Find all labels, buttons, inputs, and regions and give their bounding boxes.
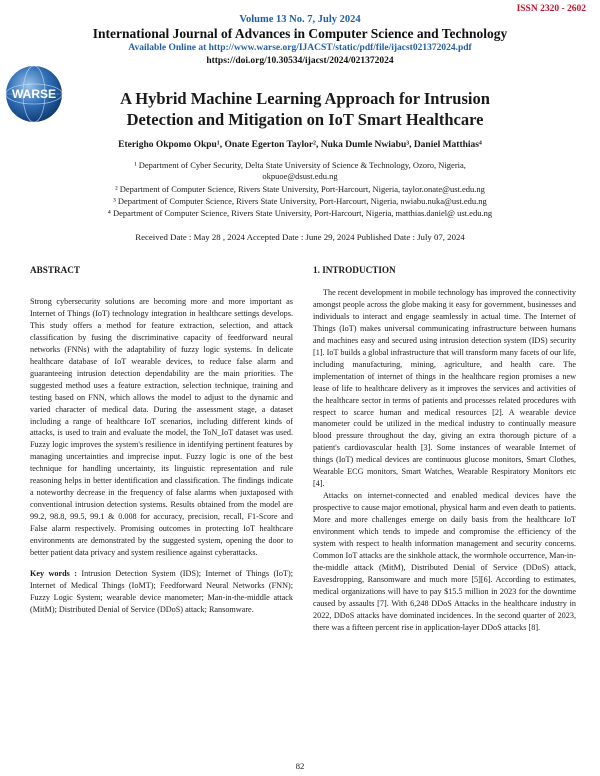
abstract-text: Strong cybersecurity solutions are becoming more and more important as Internet of Things (IoT) technology integration in healthcare settings develops. This study offers a method for feature extraction, selection, and attack classification by fusing the discriminative capacity of feedforward neural networks (FNNs) with the adaptability of fuzzy logic systems. In delicate healthcare database of IoT wearable devices, to reduce false alarm and guaranteeing intrusion detection dependability are the main priorities. The suggested method uses a feature extraction, selection technique, training and testing based on FNN, which allows the model to adjust to the dynamic and varied character of medical data. During the assessment stage, a dataset including a range of healthcare IoT scenarios, including different kinds of attacks, is used to train and evaluate the model, the ToN_IoT dataset was used. Fuzzy logic improves the system's resilience in identifying pertinent features by managing uncertainties and imprecise input. Fuzzy logic is one of the best technique for handling uncertainty, its linguistic representation and rule reasoning helps in better identification and classification. The findings indicate a noteworthy decrease in the frequency of false alarms when juxtaposed with conventional intrusion detection systems. Results obtained from the model are 99.2, 98.8, 99.5, 99.1 & 0.008 for accuracy, precision, recall, F1-Score and False alarm respectively. Promising outcomes in protecting IoT healthcare environments are demonstrated by the suggested system, opening the door to better patient data privacy and system resilience against cyberattacks. bbox=[30, 297, 293, 558]
abstract-column bbox=[30, 296, 293, 616]
abstract-heading: ABSTRACT bbox=[30, 265, 81, 275]
affiliation-3: ³ Department of Computer Science, Rivers State University, Port-Harcourt, Nigeria, nwiabu.nuka@ust.edu.ng bbox=[113, 196, 487, 206]
intro-paragraph-2: Attacks on internet-connected and enabled medical devices have the prospective to cause major emotional, physical harm and even death to patients. More and more challenges emerge on daily basis from the healthcare IoT environment which tends to impede and compromise the efficiency of the system with respect to health information management and security concerns. Common IoT attacks are the sinkhole attack, the wormhole occurrence, Man-in-the-middle attack (MitM), Distributed Denial of Service (DDoS) attack, Eavesdropping, Ransomware and much more [5][6]. According to estimates, medical organizations will have to pay $15.5 million in 2023 for the downtime caused by assaults [7]. With 6,248 DDoS Attacks in the healthcare industry in 2022, DDoS attacks have dominated incidences. In the second quarter of 2023, there was a fifteen percent rise in application-layer DDoS attacks [8]. bbox=[313, 491, 576, 632]
affiliation-1: ¹ Department of Cyber Security, Delta State University of Science & Technology, Ozoro, Nigeria, bbox=[134, 160, 466, 170]
keywords-block bbox=[30, 568, 293, 616]
affiliation-2: ² Department of Computer Science, Rivers State University, Port-Harcourt, Nigeria, taylor.onate@ust.edu.ng bbox=[115, 184, 485, 194]
paper-title: A Hybrid Machine Learning Approach for Intrusion Detection and Mitigation on IoT Smart Healthcare bbox=[120, 89, 490, 129]
keywords-text: Intrusion Detection System (IDS); Internet of Things (IoT); Internet of Medical Things (IoMT); Feedforward Neural Networks (FNN); Fuzzy Logic System; wearable device manometer; Man-in-the-middle attack (MitM); Distributed Denial of Service (DDoS) attack; Ransomware. bbox=[30, 568, 293, 614]
page-number: 82 bbox=[295, 761, 305, 771]
keywords-label: Key words : bbox=[30, 568, 77, 578]
warse-logo bbox=[4, 64, 64, 124]
introduction-heading: 1. INTRODUCTION bbox=[313, 265, 396, 275]
volume-issue: Volume 13 No. 7, July 2024 bbox=[239, 14, 361, 25]
affiliation-4: ⁴ Department of Computer Science, Rivers State University, Port-Harcourt, Nigeria, matthias.daniel@ ust.edu.ng bbox=[107, 208, 493, 218]
online-url[interactable]: Available Online at http://www.warse.org/IJACST/static/pdf/file/ijacst021372024.pdf bbox=[128, 43, 472, 53]
journal-title: International Journal of Advances in Computer Science and Technology bbox=[92, 26, 508, 41]
submission-dates: Received Date : May 28 , 2024 Accepted Date : June 29, 2024 Published Date : July 07, 2024 bbox=[135, 232, 465, 242]
issn-label: ISSN 2320 - 2602 bbox=[516, 4, 586, 14]
doi-link[interactable]: https://doi.org/10.30534/ijacst/2024/021372024 bbox=[206, 56, 394, 66]
author-list: Eterigho Okpomo Okpu¹, Onate Egerton Taylor², Nuka Dumle Nwiabu³, Daniel Matthias⁴ bbox=[118, 140, 482, 150]
affiliation-1-email: okpuoe@dsust.edu.ng bbox=[262, 171, 338, 181]
intro-paragraph-1: The recent development in mobile technology has improved the connectivity amongst people across the globe making it easy for government, businesses and individuals to interact and engage seamlessly in actual time. The Internet of Things (IoT) makes universal communicating infrastructure between humans and machines easy and secured using intrusion detection system (IDS) security [1]. IoT builds a global infrastructure that will transform many facets of our life, including manufacturing, mining, agriculture, and health care. The implementation of internet of things in the healthcare region promises a new lease of life to healthcare delivery as it improves the services and activities of the healthcare sector in terms of patients and processes related procedures with respect to scarce human and medical resources [2]. A wearable device manometer could be utilized in the medical industry to continually measure blood pressure throughout the day, giving an extra thorough picture of a patient's cardiovascular health [3]. Some instances of wearable Internet of things (IoT) medical devices are continuous glucose monitors, Smart Clothes, Wearable ECG monitors, Smart Watches, Wearable Respiratory Monitors etc [4]. bbox=[313, 288, 576, 489]
introduction-column bbox=[313, 287, 576, 634]
logo-text: WARSE bbox=[11, 87, 57, 101]
